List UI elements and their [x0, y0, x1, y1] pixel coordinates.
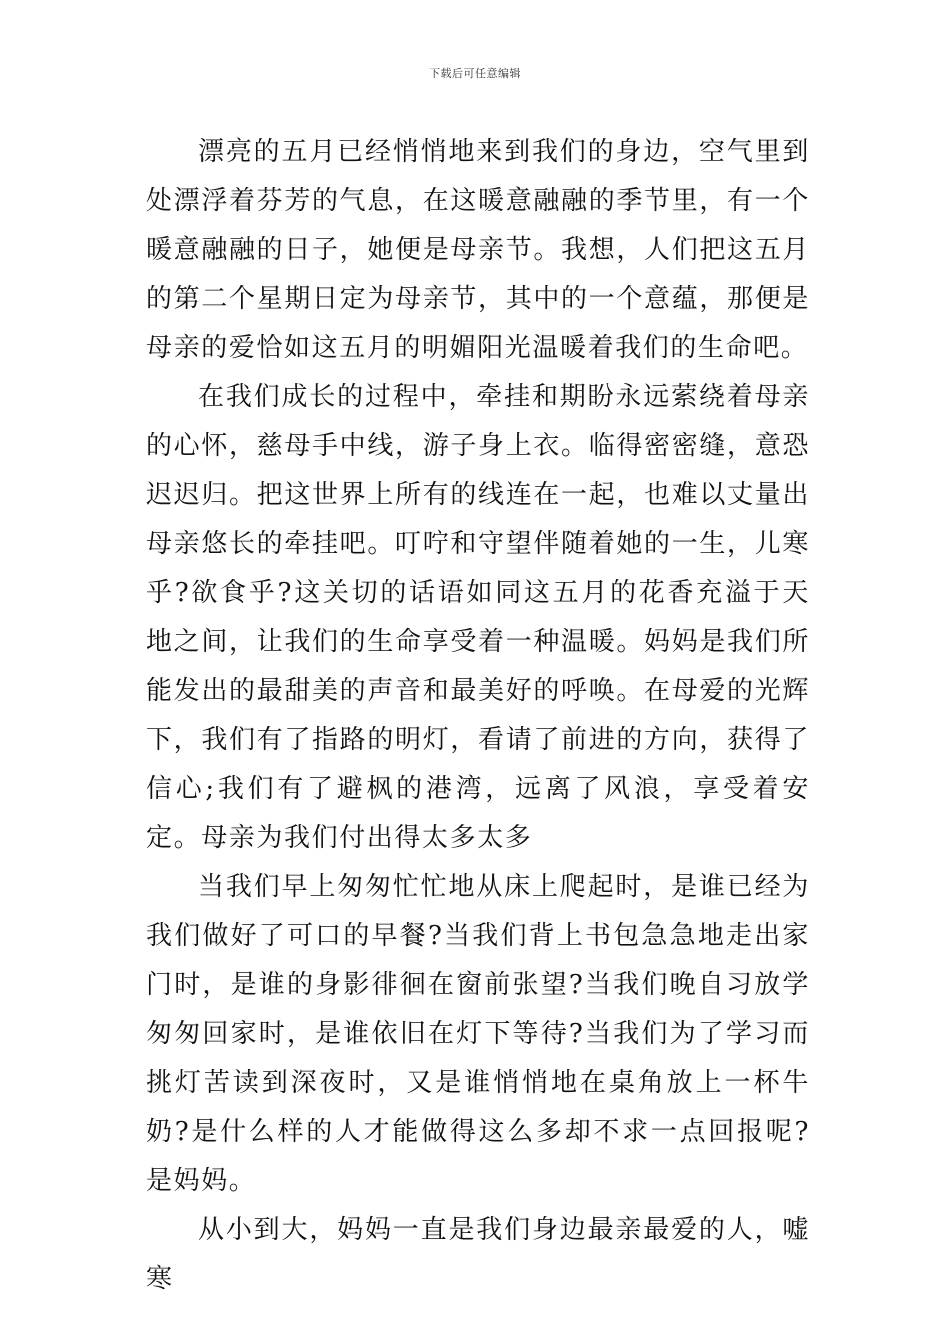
page-header: 下载后可任意编辑 — [429, 67, 521, 80]
document-body — [146, 128, 810, 1304]
paragraph-4: 从小到大，妈妈一直是我们身边最亲最爱的人，嘘寒 — [146, 1215, 810, 1294]
paragraph-3: 当我们早上匆匆忙忙地从床上爬起时，是谁已经为我们做好了可口的早餐?当我们背上书包急急地走出家门时，是谁的身影徘徊在窗前张望?当我们晚自习放学匆匆回家时，是谁依旧在灯下等待?当我们为了学习而挑灯苦读到深夜时，又是谁悄悄地在桌角放上一杯牛奶?是什么样的人才能做得这么多却不求一点回报呢?是妈妈。 — [146, 872, 810, 1196]
paragraph-1: 漂亮的五月已经悄悄地来到我们的身边，空气里到处漂浮着芬芳的气息，在这暖意融融的季节里，有一个暖意融融的日子，她便是母亲节。我想，人们把这五月的第二个星期日定为母亲节，其中的一个意蕴，那便是母亲的爱恰如这五月的明媚阳光温暖着我们的生命吧。 — [146, 137, 810, 363]
paragraph-2: 在我们成长的过程中，牵挂和期盼永远萦绕着母亲的心怀，慈母手中线，游子身上衣。临得密密缝，意恐迟迟归。把这世界上所有的线连在一起，也难以丈量出母亲悠长的牵挂吧。叮咛和守望伴随着她的一生，儿寒乎?欲食乎?这关切的话语如同这五月的花香充溢于天地之间，让我们的生命享受着一种温暖。妈妈是我们所能发出的最甜美的声音和最美好的呼唤。在母爱的光辉下，我们有了指路的明灯，看请了前进的方向，获得了信心;我们有了避枫的港湾，远离了风浪，享受着安定。母亲为我们付出得太多太多 — [146, 382, 810, 853]
